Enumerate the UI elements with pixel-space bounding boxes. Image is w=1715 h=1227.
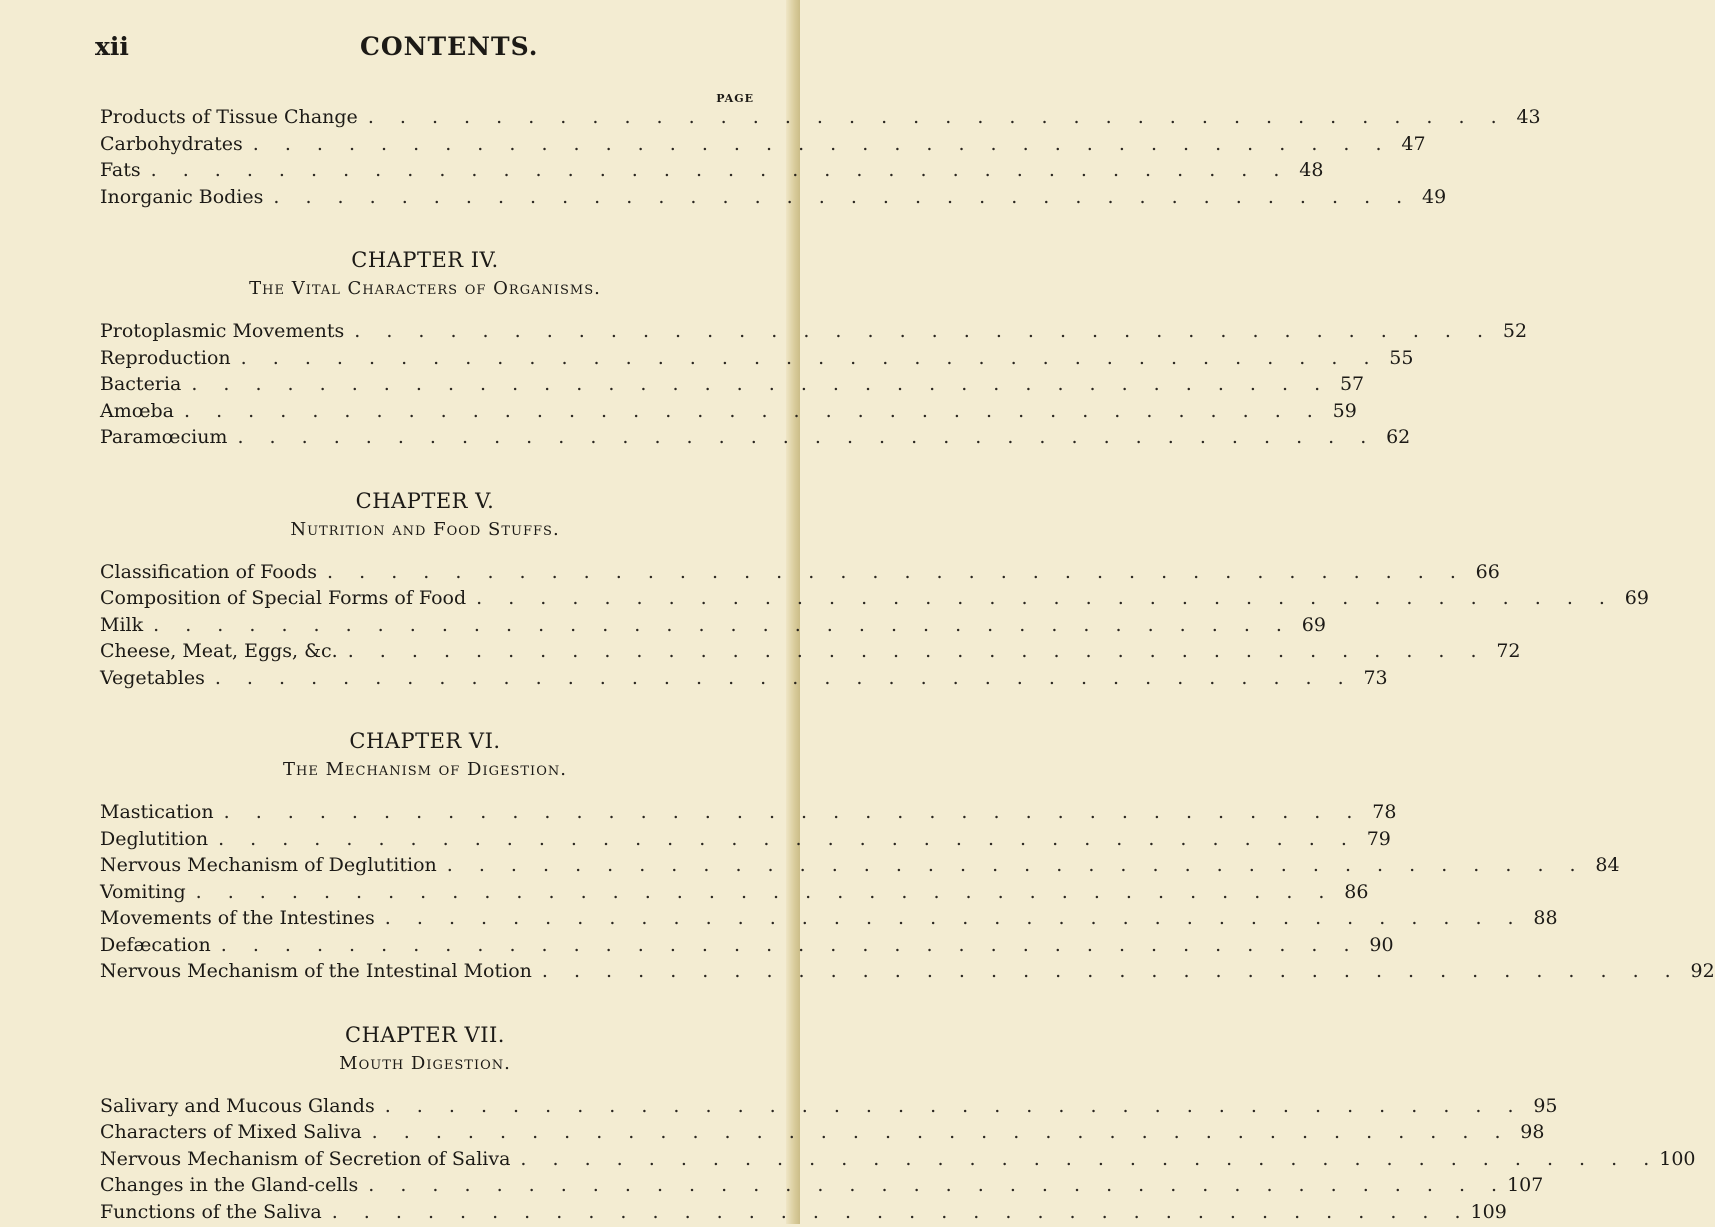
dot-leader: . . . . . . . . . . . . . . . . . . . . . . . . . . . . . . . . . . . . (375, 907, 1524, 929)
intro-entries (100, 106, 750, 212)
toc-entry-title: Classification of Foods (100, 561, 317, 583)
toc-entry (100, 934, 750, 961)
dot-leader: . . . . . . . . . . . . . . . . . . . . . . . . . . . . . . . . . . . . (263, 186, 1412, 208)
toc-entry (100, 907, 750, 934)
running-title: CONTENTS. (360, 32, 539, 61)
toc-entry (100, 561, 750, 588)
dot-leader: . . . . . . . . . . . . . . . . . . . . . . . . . . . . . . . . . . . . (174, 400, 1323, 422)
toc-entry-title: Mastication (100, 801, 214, 823)
toc-entry-page: 109 (1471, 1201, 1507, 1223)
dot-leader: . . . . . . . . . . . . . . . . . . . . . . . . . . . . . . . . . . . . (322, 1201, 1471, 1223)
dot-leader: . . . . . . . . . . . . . . . . . . . . . . . . . . . . . . . . . . . . (358, 1174, 1507, 1196)
toc-entry-page: 48 (1289, 159, 1323, 181)
toc-entry-page: 73 (1354, 667, 1388, 689)
toc-entry (100, 1121, 750, 1148)
dot-leader: . . . . . . . . . . . . . . . . . . . . . . . . . . . . . . . . . . . . (510, 1148, 1659, 1170)
dot-leader: . . . . . . . . . . . . . . . . . . . . . . . . . . . . . . . . . . . . (344, 320, 1493, 342)
toc-entry-title: Vegetables (100, 667, 205, 689)
dot-leader: . . . . . . . . . . . . . . . . . . . . . . . . . . . . . . . . . . . . (227, 426, 1376, 448)
toc-entry (100, 186, 750, 213)
toc-entry-title: Deglutition (100, 828, 208, 850)
dot-leader: . . . . . . . . . . . . . . . . . . . . . . . . . . . . . . . . . . . . (208, 828, 1357, 850)
page-edge (786, 0, 800, 1224)
toc-entry-page: 59 (1323, 400, 1357, 422)
toc-entry-title: Characters of Mixed Saliva (100, 1121, 362, 1143)
toc-entry-page: 69 (1615, 587, 1649, 609)
chapter-section (100, 729, 750, 987)
toc-entry-page: 43 (1507, 106, 1541, 128)
dot-leader: . . . . . . . . . . . . . . . . . . . . . . . . . . . . . . . . . . . . (181, 373, 1330, 395)
toc-entry (100, 1174, 750, 1201)
chapter-subtitle: Mouth Digestion. (100, 1053, 750, 1081)
toc-entry-title: Changes in the Gland-cells (100, 1174, 358, 1196)
dot-leader: . . . . . . . . . . . . . . . . . . . . . . . . . . . . . . . . . . . . (466, 587, 1615, 609)
dot-leader: . . . . . . . . . . . . . . . . . . . . . . . . . . . . . . . . . . . . (362, 1121, 1511, 1143)
toc-entry-page: 69 (1292, 614, 1326, 636)
toc-entry (100, 373, 750, 400)
chapters (100, 248, 750, 1227)
toc-entry (100, 881, 750, 908)
dot-leader: . . . . . . . . . . . . . . . . . . . . . . . . . . . . . . . . . . . . (141, 159, 1290, 181)
page-header (0, 30, 800, 70)
toc-entry-page: 88 (1524, 907, 1558, 929)
toc-entry-title: Salivary and Mucous Glands (100, 1095, 375, 1117)
toc-entry-page: 47 (1392, 133, 1426, 155)
toc-entry-page: 90 (1360, 934, 1394, 956)
toc-entry-page: 72 (1487, 640, 1521, 662)
dot-leader: . . . . . . . . . . . . . . . . . . . . . . . . . . . . . . . . . . . . (532, 960, 1681, 982)
toc-entry (100, 106, 750, 133)
dot-leader: . . . . . . . . . . . . . . . . . . . . . . . . . . . . . . . . . . . . (214, 801, 1363, 823)
toc-entry-page: 92 (1681, 960, 1715, 982)
chapter-subtitle: Nutrition and Food Stuffs. (100, 519, 750, 547)
toc-entry-title: Amœba (100, 400, 174, 422)
toc-entry (100, 667, 750, 694)
toc-entry (100, 614, 750, 641)
chapter-heading: CHAPTER VI. (100, 729, 750, 759)
toc-entry-title: Fats (100, 159, 141, 181)
toc-entry (100, 587, 750, 614)
page-column-label: PAGE (100, 92, 754, 106)
toc-entry-title: Reproduction (100, 347, 231, 369)
dot-leader: . . . . . . . . . . . . . . . . . . . . . . . . . . . . . . . . . . . . (211, 934, 1360, 956)
toc-entry-title: Cheese, Meat, Eggs, &c. (100, 640, 338, 662)
toc-entry-page: 100 (1659, 1148, 1695, 1170)
toc-entry-title: Milk (100, 614, 143, 636)
toc-entry-page: 95 (1524, 1095, 1558, 1117)
dot-leader: . . . . . . . . . . . . . . . . . . . . . . . . . . . . . . . . . . . . (317, 561, 1466, 583)
chapter-subtitle: The Mechanism of Digestion. (100, 759, 750, 787)
toc-entry-page: 78 (1362, 801, 1396, 823)
toc-entry (100, 1201, 750, 1227)
dot-leader: . . . . . . . . . . . . . . . . . . . . . . . . . . . . . . . . . . . . (143, 614, 1292, 636)
toc-entry-title: Nervous Mechanism of Secretion of Saliva (100, 1148, 510, 1170)
chapter-subtitle: The Vital Characters of Organisms. (100, 278, 750, 306)
dot-leader: . . . . . . . . . . . . . . . . . . . . . . . . . . . . . . . . . . . . (338, 640, 1487, 662)
dot-leader: . . . . . . . . . . . . . . . . . . . . . . . . . . . . . . . . . . . . (437, 854, 1586, 876)
toc-entry-page: 107 (1507, 1174, 1543, 1196)
dot-leader: . . . . . . . . . . . . . . . . . . . . . . . . . . . . . . . . . . . . (358, 106, 1507, 128)
toc-entry (100, 320, 750, 347)
toc-entry-title: Paramœcium (100, 426, 227, 448)
chapter-heading: CHAPTER V. (100, 489, 750, 519)
toc-entry-title: Bacteria (100, 373, 181, 395)
toc-entry (100, 640, 750, 667)
toc-entry-title: Inorganic Bodies (100, 186, 263, 208)
dot-leader: . . . . . . . . . . . . . . . . . . . . . . . . . . . . . . . . . . . . (231, 347, 1380, 369)
toc-entry-title: Functions of the Saliva (100, 1201, 322, 1223)
dot-leader: . . . . . . . . . . . . . . . . . . . . . . . . . . . . . . . . . . . . (205, 667, 1354, 689)
toc-entry-page: 98 (1510, 1121, 1544, 1143)
toc-entry (100, 400, 750, 427)
toc-entry-title: Carbohydrates (100, 133, 243, 155)
toc-entry-page: 55 (1379, 347, 1413, 369)
toc-entry-page: 84 (1586, 854, 1620, 876)
dot-leader: . . . . . . . . . . . . . . . . . . . . . . . . . . . . . . . . . . . . (375, 1095, 1524, 1117)
chapter-section (100, 1023, 750, 1227)
toc-entry (100, 801, 750, 828)
page-number: xii (95, 32, 129, 61)
toc-entry-page: 62 (1376, 426, 1410, 448)
toc-entry (100, 347, 750, 374)
toc-entry-title: Vomiting (100, 881, 186, 903)
toc-entry-page: 52 (1493, 320, 1527, 342)
toc-entry (100, 133, 750, 160)
toc-entry (100, 828, 750, 855)
dot-leader: . . . . . . . . . . . . . . . . . . . . . . . . . . . . . . . . . . . . (186, 881, 1335, 903)
chapter-section (100, 489, 750, 694)
dot-leader: . . . . . . . . . . . . . . . . . . . . . . . . . . . . . . . . . . . . (243, 133, 1392, 155)
toc-entry-title: Composition of Special Forms of Food (100, 587, 466, 609)
toc-entry-title: Protoplasmic Movements (100, 320, 344, 342)
chapter-section (100, 248, 750, 453)
chapter-heading: CHAPTER VII. (100, 1023, 750, 1053)
toc-entry (100, 854, 750, 881)
toc-entry (100, 159, 750, 186)
toc-entry (100, 1148, 750, 1175)
table-of-contents (100, 92, 750, 1227)
toc-entry-title: Defæcation (100, 934, 211, 956)
toc-entry (100, 1095, 750, 1122)
toc-entry-page: 79 (1357, 828, 1391, 850)
toc-entry-page: 66 (1466, 561, 1500, 583)
toc-entry-title: Products of Tissue Change (100, 106, 358, 128)
toc-entry-title: Nervous Mechanism of Deglutition (100, 854, 437, 876)
chapter-heading: CHAPTER IV. (100, 248, 750, 278)
toc-entry (100, 960, 750, 987)
toc-entry-title: Movements of the Intestines (100, 907, 375, 929)
toc-entry (100, 426, 750, 453)
toc-entry-page: 86 (1334, 881, 1368, 903)
toc-entry-page: 49 (1412, 186, 1446, 208)
toc-entry-title: Nervous Mechanism of the Intestinal Motion (100, 960, 532, 982)
toc-entry-page: 57 (1330, 373, 1364, 395)
